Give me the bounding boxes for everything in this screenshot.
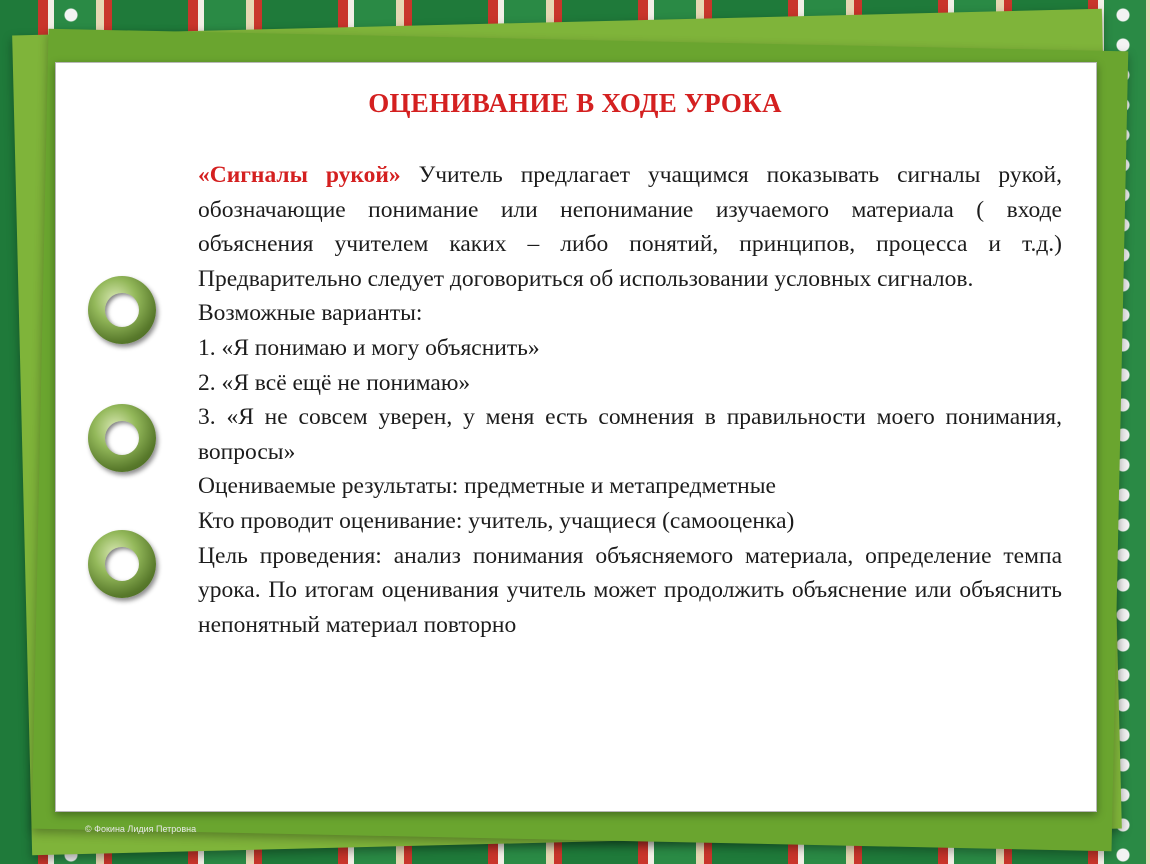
intro-term: «Сигналы рукой» xyxy=(198,162,401,188)
variant-item: 3. «Я не совсем уверен, у меня есть сомнения в правильности моего понимания, вопросы» xyxy=(198,404,1062,465)
binder-ring-icon xyxy=(88,530,156,598)
variants-heading: Возможные варианты: xyxy=(198,300,423,327)
copyright-text: © Фокина Лидия Петровна xyxy=(85,824,197,834)
slide-body xyxy=(198,158,1062,642)
who-line: Кто проводит оценивание: учитель, учащиеся (самооценка) xyxy=(198,507,795,534)
slide-title: ОЦЕНИВАНИЕ В ХОДЕ УРОКА xyxy=(368,88,782,118)
goal-paragraph: Цель проведения: анализ понимания объясняемого материала, определение темпа урока. По итогам оценивания учитель может продолжить объяснение или объяснить непонятный материал повторно xyxy=(198,542,1062,638)
binder-ring-icon xyxy=(88,404,156,472)
intro-text: Учитель предлагает учащимся показывать сигналы рукой, обозначающие понимание или непонимание изучаемого материала ( входе объяснения учителем каких – либо понятий, принципов, процесса и т.д.) Предварительно следует договориться об использовании условных сигналов. xyxy=(198,162,1062,292)
intro-paragraph xyxy=(198,158,1062,296)
variant-item: 2. «Я всё ещё не понимаю» xyxy=(198,369,471,396)
binder-ring-icon xyxy=(88,276,156,344)
results-line: Оцениваемые результаты: предметные и метапредметные xyxy=(198,473,776,500)
variant-item: 1. «Я понимаю и могу объяснить» xyxy=(198,334,540,361)
